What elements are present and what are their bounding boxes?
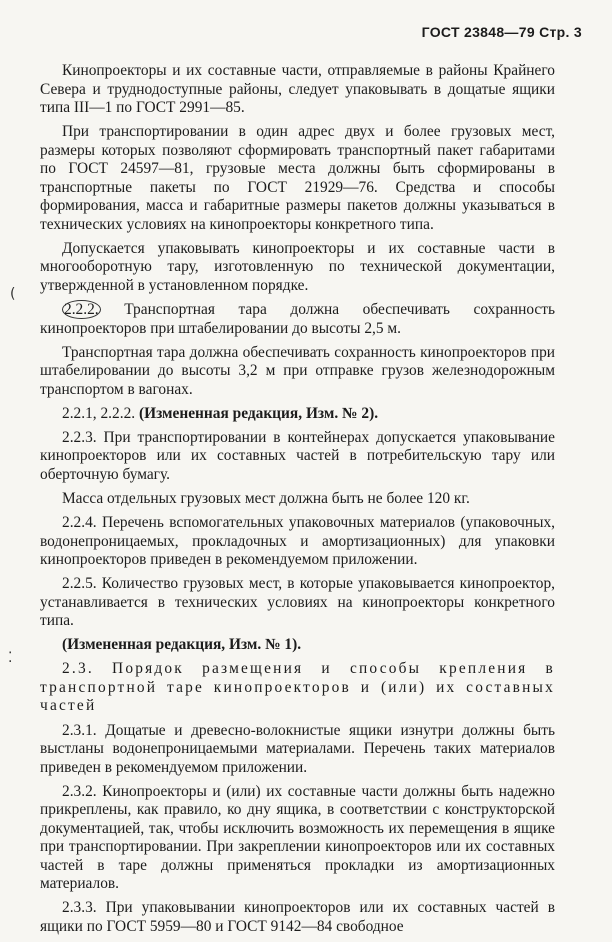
section-heading-2-3: 2.3. Порядок размещения и способы крепления в транспортной таре кинопроекторов и (или) их составных частей [40, 660, 555, 715]
standard-number: ГОСТ 23848—79 [421, 24, 535, 40]
amendment-ref: 2.2.1, 2.2.2. [62, 404, 136, 422]
paragraph-cargo-mass: Масса отдельных грузовых мест должна быть не более 120 кг. [62, 489, 470, 507]
paragraph-reusable-tare: Допускается упаковывать кинопроекторы и их составные части в многооборотную тару, изготовленную по технической документации, утвержденной в установленном порядке. [40, 239, 555, 295]
clause-2-2-3: 2.2.3. При транспортировании в контейнерах допускается упаковывание кинопроекторов или их составных частей в потребительскую тару или оберточную бумагу. [40, 428, 555, 483]
margin-bracket-mark: ( [10, 286, 16, 302]
clause-2-3-1: 2.3.1. Дощатые и древесно-волокнистые ящики изнутри должны быть выстланы водонепроницаемыми материалами. Перечень таких материалов приведен в рекомендуемом приложении. [40, 721, 555, 776]
margin-dot-mark: ⁚ [8, 650, 13, 666]
clause-2-3-3: 2.3.3. При упаковывании кинопроекторов или их составных частей в ящики по ГОСТ 5959—80 и ГОСТ 9142—84 свободное [40, 899, 555, 935]
amendment-note-1: (Измененная редакция, Изм. № 1). [62, 636, 302, 654]
page-header [422, 24, 582, 40]
clause-2-2-2-text: Транспортная тара должна обеспечивать сохранность кинопроекторов при штабелировании до высоты 2,5 м. [40, 301, 555, 337]
paragraph-north-packing: Кинопроекторы и их составные части, отправляемые в районы Крайнего Севера и труднодоступные районы, следует упаковывать в дощатые ящики типа III—1 по ГОСТ 2991—85. [40, 62, 555, 117]
paragraph-rail-transport: Транспортная тара должна обеспечивать сохранность кинопроекторов при штабелировании до высоты 3,2 м при отправке грузов железнодорожным транспортом в вагонах. [40, 343, 555, 398]
clause-2-3-2: 2.3.2. Кинопроекторы и (или) их составные части должны быть надежно прикреплены, как правило, ко дну ящика, в соответствии с конструкторской документацией, так, чтобы исключить возможность их перемещения в ящике при транспортировании. При закреплении кинопроекторов или их составных частей в таре должны применяться прокладки из амортизационных материалов. [40, 782, 555, 893]
page-number: Стр. 3 [539, 24, 582, 40]
paragraph-transport-package: При транспортировании в один адрес двух и более грузовых мест, размеры которых позволяют сформировать транспортный пакет габаритами по ГОСТ 24597—81, грузовые места должны быть сформированы в транспортные пакеты по ГОСТ 21929—76. Средства и способы формирования, масса и габаритные размеры пакетов должны указываться в технических условиях на кинопроекторы конкретного типа. [40, 123, 555, 233]
amendment-note-2 [40, 405, 555, 424]
clause-2-2-2 [40, 301, 555, 338]
clause-number-circled: 2.2.2. [64, 301, 99, 319]
clause-2-2-4: 2.2.4. Перечень вспомогательных упаковочных материалов (упаковочных, водонепроницаемых, прокладочных и амортизационных) для упаковки кинопроекторов приведен в рекомендуемом приложении. [40, 514, 555, 569]
amendment-text: (Измененная редакция, Изм. № 2). [138, 404, 379, 422]
document-body [40, 62, 555, 942]
clause-2-2-5: 2.2.5. Количество грузовых мест, в которые упаковывается кинопроектор, устанавливается в технических условиях на кинопроекторы конкретного типа. [40, 575, 555, 630]
